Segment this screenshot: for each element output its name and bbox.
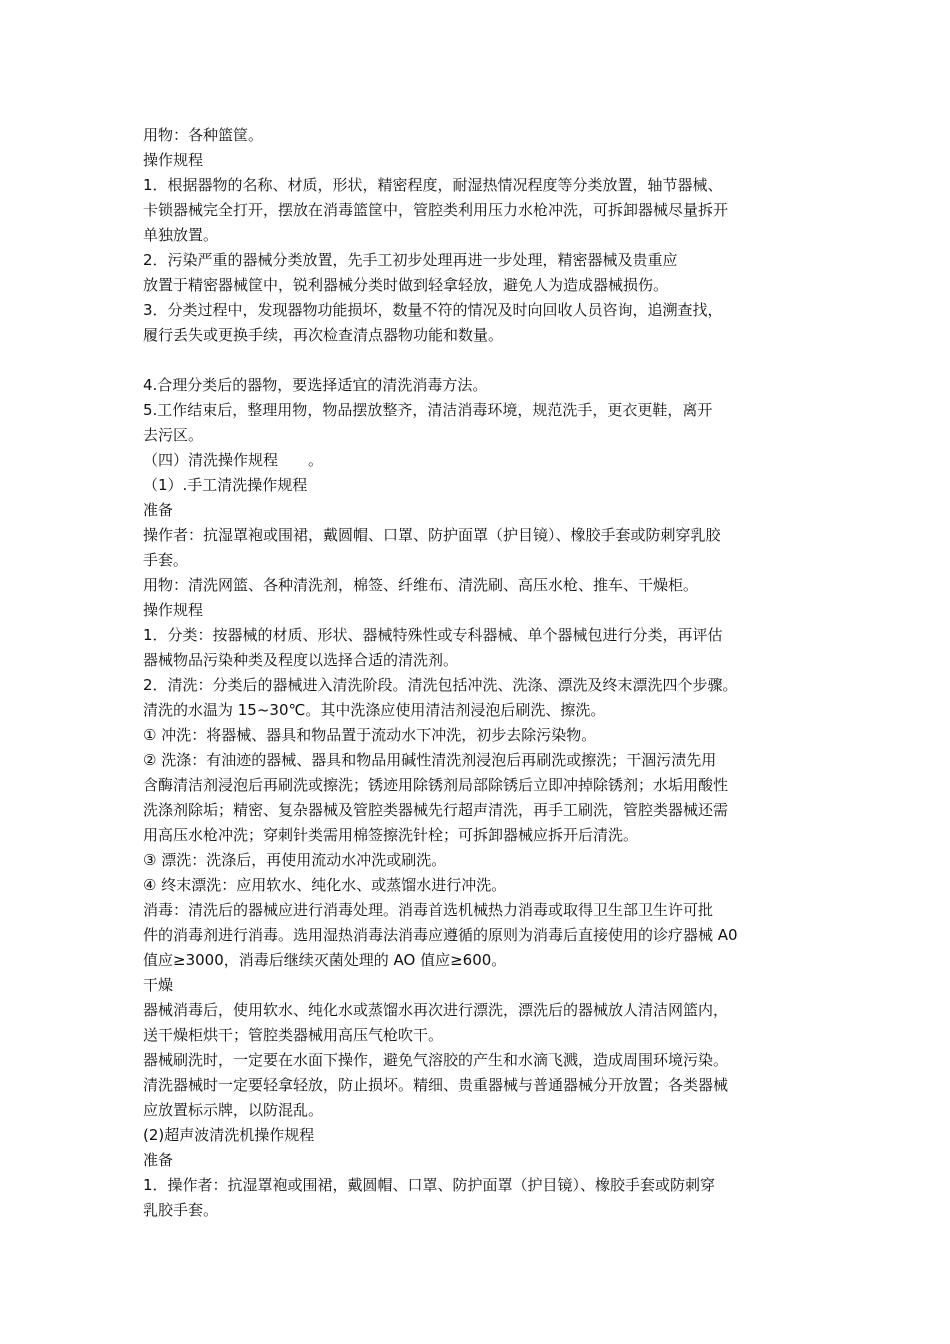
document-body bbox=[143, 123, 813, 1223]
text-line: 干燥 bbox=[143, 976, 174, 994]
text-line: 单独放置。 bbox=[143, 226, 219, 244]
text-line: 器械刷洗时，一定要在水面下操作，避免气溶胶的产生和水滴飞溅，造成周围环境污染。 bbox=[143, 1051, 729, 1069]
text-line: 5.工作结束后，整理用物，物品摆放整齐，清洁消毒环境，规范洗手，更衣更鞋，离开 bbox=[143, 401, 713, 419]
text-line: 乳胶手套。 bbox=[143, 1201, 219, 1219]
text-line: 准备 bbox=[143, 1151, 174, 1169]
text-line: 消毒：清洗后的器械应进行消毒处理。消毒首选机械热力消毒或取得卫生部卫生许可批 bbox=[143, 901, 714, 919]
text-line: 2．污染严重的器械分类放置，先手工初步处理再进一步处理，精密器械及贵重应 bbox=[143, 251, 678, 269]
text-line: 1．分类：按器械的材质、形状、器械特殊性或专科器械、单个器械包进行分类，再评估 bbox=[143, 626, 723, 644]
text-line: 操作规程 bbox=[143, 601, 204, 619]
text-line: 件的消毒剂进行消毒。选用湿热消毒法消毒应遵循的原则为消毒后直接使用的诊疗器械 A0 bbox=[143, 926, 738, 944]
text-line bbox=[143, 348, 813, 373]
text-line: （四）清洗操作规程 。 bbox=[143, 451, 324, 469]
text-line: 放置于精密器械筐中，锐利器械分类时做到轻拿轻放，避免人为造成器械损伤。 bbox=[143, 276, 669, 294]
text-line: 器械物品污染种类及程度以选择合适的清洗剂。 bbox=[143, 651, 459, 669]
text-line: 3．分类过程中，发现器物功能损坏，数量不符的情况及时向回收人员咨询，追溯查找， bbox=[143, 301, 723, 319]
text-line: ② 洗涤：有油迹的器械、器具和物品用碱性清洗剂浸泡后再刷洗或擦洗；干涸污渍先用 bbox=[143, 751, 717, 769]
text-line: 用物：清洗网篮、各种清洗剂，棉签、纤维布、清洗刷、高压水枪、推车、干燥柜。 bbox=[143, 576, 699, 594]
text-line: 4.合理分类后的器物，要选择适宜的清洗消毒方法。 bbox=[143, 376, 488, 394]
text-line: （1）.手工清洗操作规程 bbox=[143, 476, 308, 494]
text-line: 清洗的水温为 15~30℃。其中洗涤应使用清洁剂浸泡后刷洗、擦洗。 bbox=[143, 701, 606, 719]
text-line: 1．根据器物的名称、材质，形状，精密程度，耐湿热情况程度等分类放置，轴节器械、 bbox=[143, 176, 723, 194]
text-line: 操作者：抗湿罩袍或围裙，戴圆帽、口罩、防护面罩（护目镜）、橡胶手套或防刺穿乳胶 bbox=[143, 526, 721, 544]
text-line: 送干燥柜烘干；管腔类器械用高压气枪吹干。 bbox=[143, 1026, 444, 1044]
text-line: 洗涤剂除垢；精密、复杂器械及管腔类器械先行超声清洗，再手工刷洗，管腔类器械还需 bbox=[143, 801, 729, 819]
text-line: 准备 bbox=[143, 501, 174, 519]
text-line: (2)超声波清洗机操作规程 bbox=[143, 1126, 315, 1144]
text-line: 履行丢失或更换手续，再次检查清点器物功能和数量。 bbox=[143, 326, 504, 344]
text-line: ③ 漂洗：洗涤后，再使用流动水冲洗或刷洗。 bbox=[143, 851, 447, 869]
text-line: 应放置标示牌，以防混乱。 bbox=[143, 1101, 324, 1119]
text-line: 卡锁器械完全打开，摆放在消毒篮筐中，管腔类利用压力水枪冲洗，可拆卸器械尽量拆开 bbox=[143, 201, 729, 219]
text-line: 2．清洗：分类后的器械进入清洗阶段。清洗包括冲洗、洗涤、漂洗及终末漂洗四个步骤。 bbox=[143, 676, 738, 694]
text-line: 用物：各种篮筐。 bbox=[143, 126, 264, 144]
text-line: ④ 终末漂洗：应用软水、纯化水、或蒸馏水进行冲洗。 bbox=[143, 876, 507, 894]
text-line: 1．操作者：抗湿罩袍或围裙，戴圆帽、口罩、防护面罩（护目镜）、橡胶手套或防刺穿 bbox=[143, 1176, 716, 1194]
text-line: 用高压水枪冲洗；穿刺针类需用棉签擦洗针栓；可拆卸器械应拆开后清洗。 bbox=[143, 826, 639, 844]
text-line: 含酶清洁剂浸泡后再刷洗或擦洗；锈迹用除锈剂局部除锈后立即冲掉除锈剂；水垢用酸性 bbox=[143, 776, 729, 794]
text-line: 值应≥3000，消毒后继续灭菌处理的 AO 值应≥600。 bbox=[143, 951, 507, 969]
text-line: 器械消毒后，使用软水、纯化水或蒸馏水再次进行漂洗，漂洗后的器械放人清洁网篮内， bbox=[143, 1001, 729, 1019]
text-line: 去污区。 bbox=[143, 426, 204, 444]
text-line: 手套。 bbox=[143, 551, 189, 569]
text-line: ① 冲洗：将器械、器具和物品置于流动水下冲洗，初步去除污染物。 bbox=[143, 726, 597, 744]
text-line: 清洗器械时一定要轻拿轻放，防止损坏。精细、贵重器械与普通器械分开放置；各类器械 bbox=[143, 1076, 729, 1094]
text-line: 操作规程 bbox=[143, 151, 204, 169]
